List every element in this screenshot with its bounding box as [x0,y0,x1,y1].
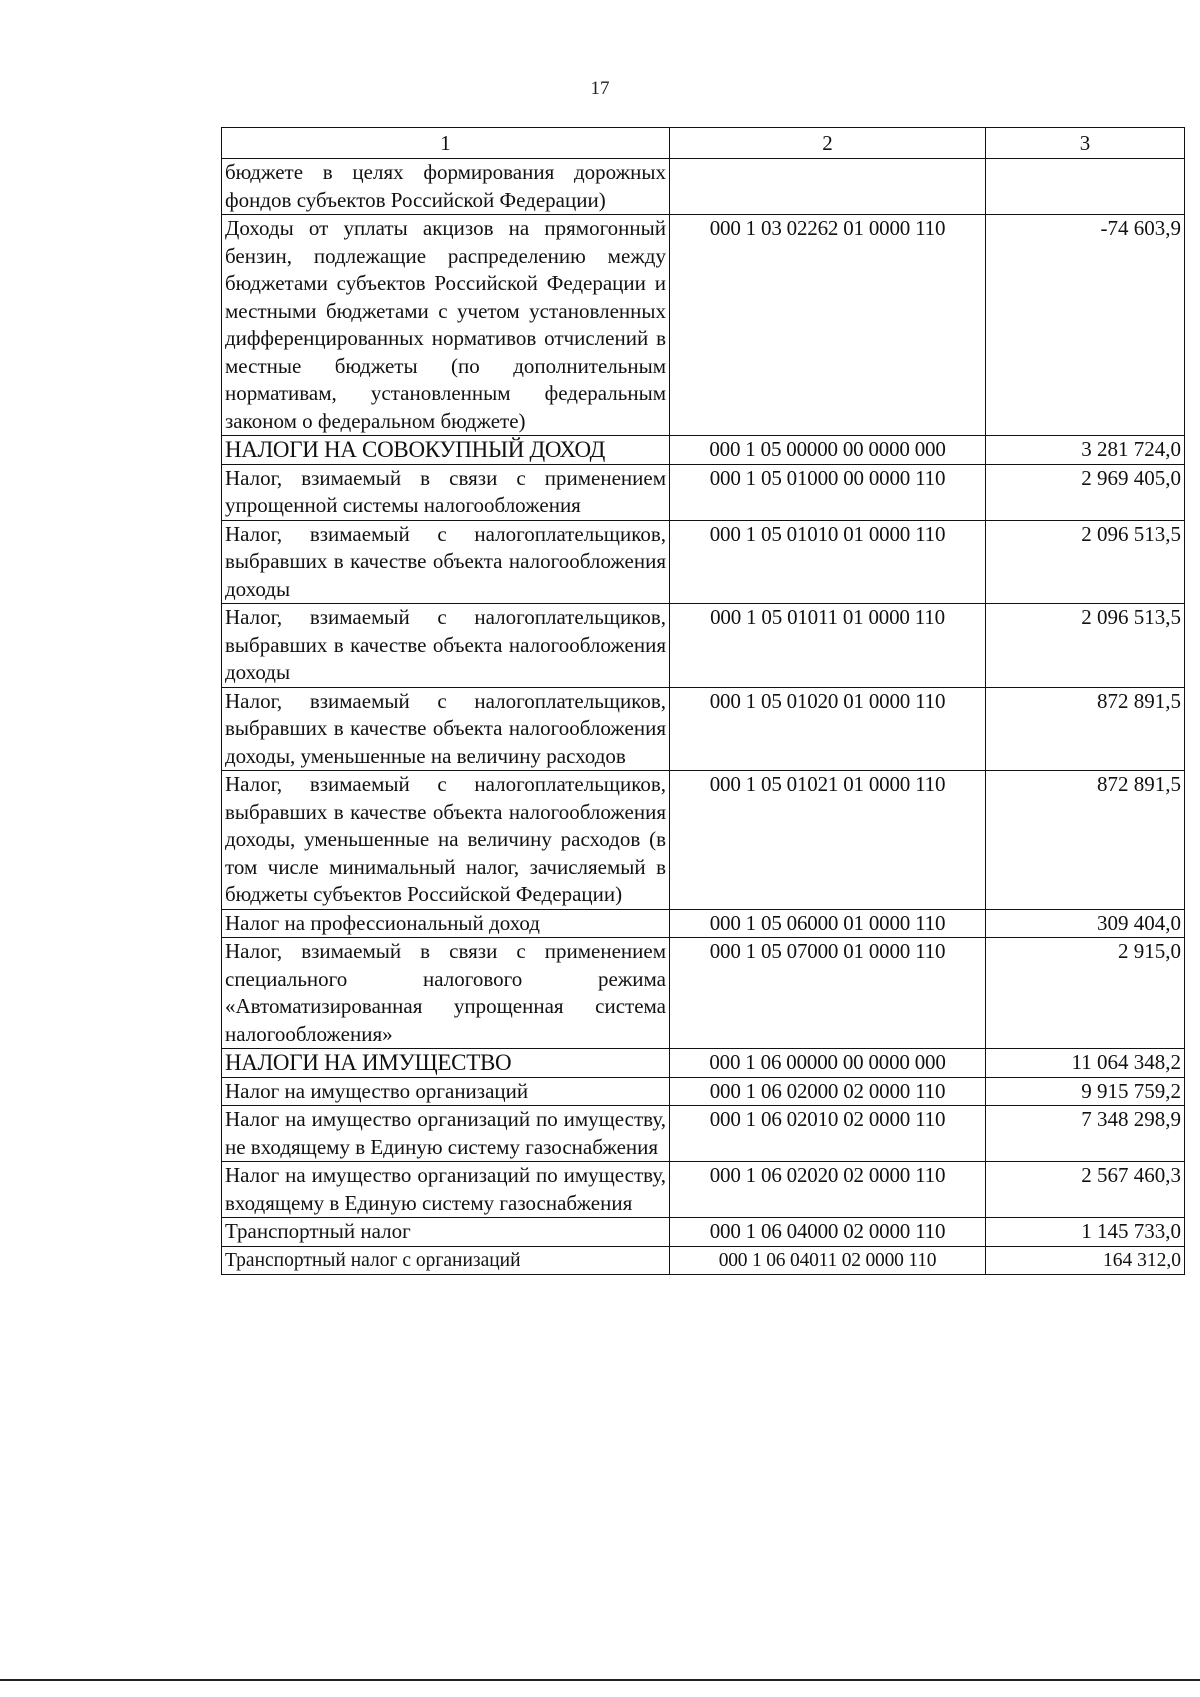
row-amount: 1 145 733,0 [986,1218,1185,1247]
row-amount: 9 915 759,2 [986,1077,1185,1106]
row-code [670,159,986,215]
table-row-section [222,436,1185,465]
row-code: 000 1 06 04011 02 0000 110 [670,1246,986,1275]
row-name: НАЛОГИ НА СОВОКУПНЫЙ ДОХОД [222,436,670,465]
column-header-1: 1 [222,128,670,159]
table-header-row [222,128,1185,159]
row-code: 000 1 03 02262 01 0000 110 [670,215,986,436]
row-name: Налог на имущество организаций по имуществу, входящему в Единую систему газоснабжения [222,1162,670,1218]
table-row [222,771,1185,910]
row-name: Налог, взимаемый в связи с применением специального налогового режима «Автоматизированная упрощенная система налогообложения» [222,938,670,1049]
row-amount [986,159,1185,215]
row-code: 000 1 06 00000 00 0000 000 [670,1049,986,1078]
table-row [222,1077,1185,1106]
row-amount: -74 603,9 [986,215,1185,436]
row-name: Налог, взимаемый в связи с применением упрощенной системы налогообложения [222,464,670,520]
row-name: Транспортный налог [222,1218,670,1247]
row-amount: 2 096 513,5 [986,520,1185,604]
table-row [222,159,1185,215]
row-amount: 3 281 724,0 [986,436,1185,465]
column-header-3: 3 [986,128,1185,159]
table-row [222,215,1185,436]
row-code: 000 1 06 02000 02 0000 110 [670,1077,986,1106]
row-amount: 2 969 405,0 [986,464,1185,520]
row-code: 000 1 06 02010 02 0000 110 [670,1106,986,1162]
row-code: 000 1 05 01000 00 0000 110 [670,464,986,520]
row-code: 000 1 05 01010 01 0000 110 [670,520,986,604]
row-name: Транспортный налог с организаций [222,1246,670,1275]
table-row [222,1246,1185,1275]
row-code: 000 1 06 02020 02 0000 110 [670,1162,986,1218]
row-amount: 11 064 348,2 [986,1049,1185,1078]
table-row [222,909,1185,938]
row-code: 000 1 05 06000 01 0000 110 [670,909,986,938]
revenue-table [221,127,1185,1275]
row-code: 000 1 05 01020 01 0000 110 [670,687,986,771]
row-amount: 2 567 460,3 [986,1162,1185,1218]
row-name: Налог на имущество организаций [222,1077,670,1106]
table-row [222,1162,1185,1218]
row-amount: 309 404,0 [986,909,1185,938]
page-number: 17 [590,78,610,99]
table-row-section [222,1049,1185,1078]
column-header-2: 2 [670,128,986,159]
row-name: Налог, взимаемый с налогоплательщиков, выбравших в качестве объекта налогообложения доходы, уменьшенные на величину расходов [222,687,670,771]
table-row [222,604,1185,688]
bottom-rule [0,1679,1200,1681]
row-code: 000 1 05 00000 00 0000 000 [670,436,986,465]
table-row [222,687,1185,771]
row-name: Налог, взимаемый с налогоплательщиков, выбравших в качестве объекта налогообложения доходы [222,604,670,688]
row-amount: 164 312,0 [986,1246,1185,1275]
row-code: 000 1 05 01021 01 0000 110 [670,771,986,910]
row-amount: 2 096 513,5 [986,604,1185,688]
row-amount: 7 348 298,9 [986,1106,1185,1162]
row-code: 000 1 05 01011 01 0000 110 [670,604,986,688]
row-amount: 872 891,5 [986,771,1185,910]
table-row [222,464,1185,520]
table-row [222,938,1185,1049]
row-name: Доходы от уплаты акцизов на прямогонный бензин, подлежащие распределению между бюджетами субъектов Российской Федерации и местными бюджетами с учетом установленных дифференцированных нормативов отчислений в местные бюджеты (по дополнительным нормативам, установленным федеральным законом о федеральном бюджете) [222,215,670,436]
row-name: бюджете в целях формирования дорожных фондов субъектов Российской Федерации) [222,159,670,215]
table-row [222,520,1185,604]
row-code: 000 1 05 07000 01 0000 110 [670,938,986,1049]
row-amount: 2 915,0 [986,938,1185,1049]
row-name: Налог, взимаемый с налогоплательщиков, выбравших в качестве объекта налогообложения доходы, уменьшенные на величину расходов (в том числе минимальный налог, зачисляемый в бюджеты субъектов Российской Федерации) [222,771,670,910]
table-row [222,1218,1185,1247]
row-name: НАЛОГИ НА ИМУЩЕСТВО [222,1049,670,1078]
row-amount: 872 891,5 [986,687,1185,771]
row-name: Налог на имущество организаций по имуществу, не входящему в Единую систему газоснабжения [222,1106,670,1162]
row-code: 000 1 06 04000 02 0000 110 [670,1218,986,1247]
row-name: Налог, взимаемый с налогоплательщиков, выбравших в качестве объекта налогообложения доходы [222,520,670,604]
row-name: Налог на профессиональный доход [222,909,670,938]
table-row [222,1106,1185,1162]
